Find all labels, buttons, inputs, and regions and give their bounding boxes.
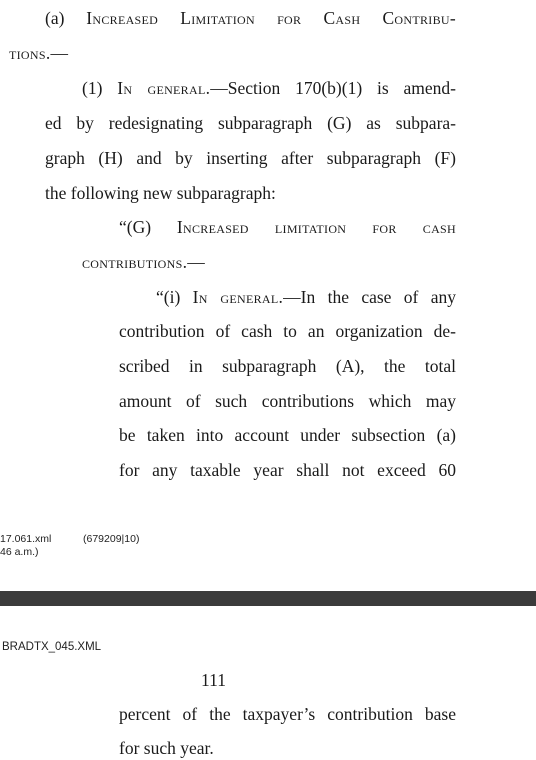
subsection-a-dash: —: [50, 43, 69, 63]
page-number: 111: [201, 670, 226, 690]
subpara-g-prefix: “(G): [119, 217, 177, 237]
clause-i-prefix: “(i): [156, 287, 193, 307]
para1-heading: In general.: [117, 78, 211, 98]
clause-i-line1-text: In the case of any: [300, 287, 456, 307]
subsection-a-heading-cont: tions.: [9, 43, 51, 63]
page2-line1: percent of the taxpayer’s contribution base: [119, 704, 456, 724]
page-separator: [0, 591, 536, 606]
para1-dash: —: [210, 78, 228, 98]
header-filename: BRADTX_045.XML: [2, 641, 102, 653]
subpara-g-dash: —: [187, 252, 205, 272]
clause-i-line4: amount of such contributions which may: [119, 391, 456, 411]
para1-line2: ed by redesignating subparagraph (G) as subpara-: [45, 113, 456, 133]
para1-line3: graph (H) and by inserting after subparagraph (F): [45, 148, 456, 168]
subpara-g-heading-line2: [82, 252, 205, 272]
clause-i-line2: contribution of cash to an organization de-: [119, 321, 456, 341]
para1-line1-text: Section 170(b)(1) is amend-: [227, 78, 456, 98]
subsection-a-heading-line1: [45, 8, 456, 28]
para1-prefix: (1): [82, 78, 118, 98]
footer-file-line2: 46 a.m.): [0, 546, 39, 558]
clause-i-dash: —: [283, 287, 301, 307]
footer-code: (679209|10): [83, 533, 140, 545]
subsection-a-heading: Increased Limitation for Cash Contribu-: [86, 8, 456, 28]
footer-file-line1: 17.061.xml: [0, 533, 52, 545]
para1-line1: [82, 78, 456, 98]
clause-i-line3: scribed in subparagraph (A), the total: [119, 356, 456, 376]
clause-i-line1: [156, 287, 456, 307]
clause-i-line5: be taken into account under subsection (a): [119, 425, 456, 445]
subsection-a-heading-line2: [9, 43, 68, 63]
clause-i-line6: for any taxable year shall not exceed 60: [119, 460, 456, 480]
subpara-g-heading-line1: [119, 217, 456, 237]
subpara-g-heading-cont: contributions.: [82, 252, 188, 272]
subsection-a-prefix: (a): [45, 8, 87, 28]
clause-i-heading: In general.: [192, 287, 284, 307]
para1-line4: the following new subparagraph:: [45, 183, 276, 203]
subpara-g-heading: Increased limitation for cash: [176, 217, 457, 237]
page2-line2: for such year.: [119, 738, 214, 758]
